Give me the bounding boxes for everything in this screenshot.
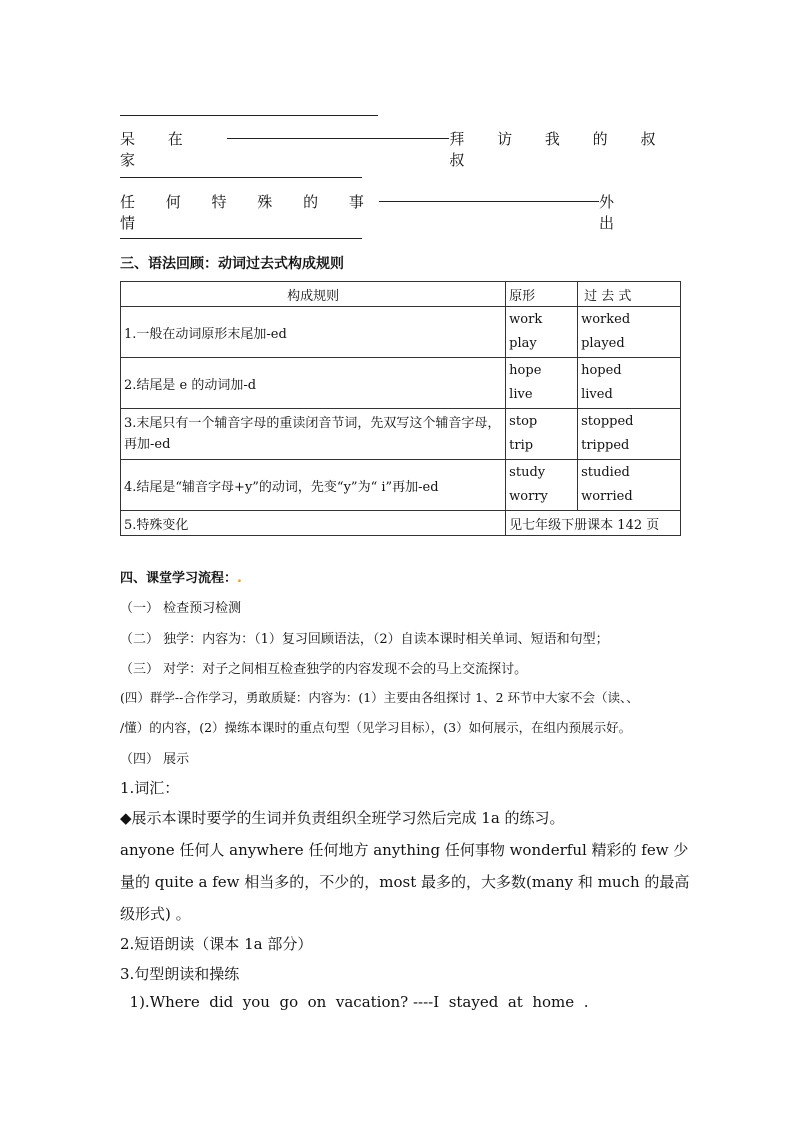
rule-text: 5.特殊变化 <box>121 511 506 536</box>
past-forms <box>578 409 681 460</box>
phrase-go-out: 外 出 <box>599 193 635 232</box>
header-rule: 构成规则 <box>121 282 506 307</box>
vocab-task: ◆展示本课时要学的生词并负责组织全班学习然后完成 1a 的练习。 <box>120 809 565 827</box>
step-4-line-1: (四）群学--合作学习，勇敢质疑：内容为：(1）主要由各组探讨 1、2 环节中大家不会（读、、 <box>120 690 639 705</box>
rule-text: 1.一般在动词原形末尾加-ed <box>121 307 506 358</box>
sentence-title: 3.句型朗读和操练 <box>120 965 240 983</box>
vocab-title: 1.词汇： <box>120 779 180 797</box>
vocab-line-1: anyone 任何人 anywhere 任何地方 anything 任何事物 wonderful 精彩的 few 少 <box>120 841 689 859</box>
answer-blank <box>379 201 599 233</box>
blank-line <box>120 177 362 178</box>
past-forms <box>578 460 681 511</box>
past-word: hoped <box>581 363 622 378</box>
step-5: （四） 展示 <box>120 752 190 767</box>
base-forms <box>506 358 578 409</box>
vocab-row-1 <box>120 128 680 170</box>
past-word: stopped <box>581 414 634 429</box>
base-word: stop <box>509 414 538 429</box>
vocab-row-2 <box>120 191 680 233</box>
base-word: trip <box>509 438 534 453</box>
base-forms <box>506 460 578 511</box>
past-forms <box>578 358 681 409</box>
base-forms <box>506 307 578 358</box>
rule-text: 2.结尾是 e 的动词加-d <box>121 358 506 409</box>
phrase-visit-uncle: 拜 访 我 的 叔 叔 <box>449 130 670 169</box>
blank-line <box>120 238 362 239</box>
base-word: worry <box>509 489 548 504</box>
table-row <box>121 409 681 460</box>
base-word: live <box>509 387 533 402</box>
past-word: worried <box>581 489 633 504</box>
answer-blank <box>227 138 449 170</box>
header-base: 原形 <box>506 282 578 307</box>
orange-dot: . <box>237 571 242 586</box>
step-3: （三） 对学：对子之间相互检查独学的内容发现不会的马上交流探讨。 <box>120 662 528 677</box>
vocab-line-2: 量的 quite a few 相当多的，不少的，most 最多的，大多数(many 和 much 的最高 <box>120 873 690 891</box>
table-header-row <box>121 282 681 307</box>
table-row <box>121 307 681 358</box>
table-row <box>121 460 681 511</box>
phrase-anything-special: 任 何 特 殊 的 事 情 <box>120 193 377 232</box>
base-word: work <box>509 312 543 327</box>
section3-title: 三、语法回顾：动词过去式构成规则 <box>120 256 344 272</box>
past-word: tripped <box>581 438 630 453</box>
step-2: （二） 独学：内容为：（1）复习回顾语法，（2）自读本课时相关单词、短语和句型； <box>120 632 609 647</box>
step-1: （一） 检查预习检测 <box>120 601 242 616</box>
past-forms <box>578 307 681 358</box>
past-word: worked <box>581 312 631 327</box>
past-tense-rules-table <box>120 281 681 536</box>
header-past: 过 去 式 <box>578 282 681 307</box>
past-word: lived <box>581 387 613 402</box>
base-word: play <box>509 336 537 351</box>
section4-title-text: 四、课堂学习流程： <box>120 571 238 586</box>
step-4-line-2: /懂）的内容，(2）操练本课时的重点句型（见学习目标），(3）如何展示，在组内预展示好。 <box>120 720 632 735</box>
section4-title <box>120 567 242 586</box>
rule-text: 3.末尾只有一个辅音字母的重读闭音节词，先双写这个辅音字母，再加-ed <box>121 409 506 460</box>
table-row <box>121 511 681 536</box>
base-word: hope <box>509 363 542 378</box>
phrase-title: 2.短语朗读（课本 1a 部分） <box>120 935 313 953</box>
past-word: studied <box>581 465 630 480</box>
rule-text: 4.结尾是“辅音字母+y”的动词，先变“y”为“ i”再加-ed <box>121 460 506 511</box>
past-word: played <box>581 336 625 351</box>
sentence-1: 1).Where did you go on vacation? ----I stayed at home . <box>120 993 589 1011</box>
special-note: 见七年级下册课本 142 页 <box>506 511 681 536</box>
base-word: study <box>509 465 546 480</box>
blank-line <box>120 115 378 116</box>
table-row <box>121 358 681 409</box>
phrase-stay-at-home: 呆 在 家 <box>120 130 197 169</box>
vocab-line-3: 级形式) 。 <box>120 905 191 923</box>
base-forms <box>506 409 578 460</box>
